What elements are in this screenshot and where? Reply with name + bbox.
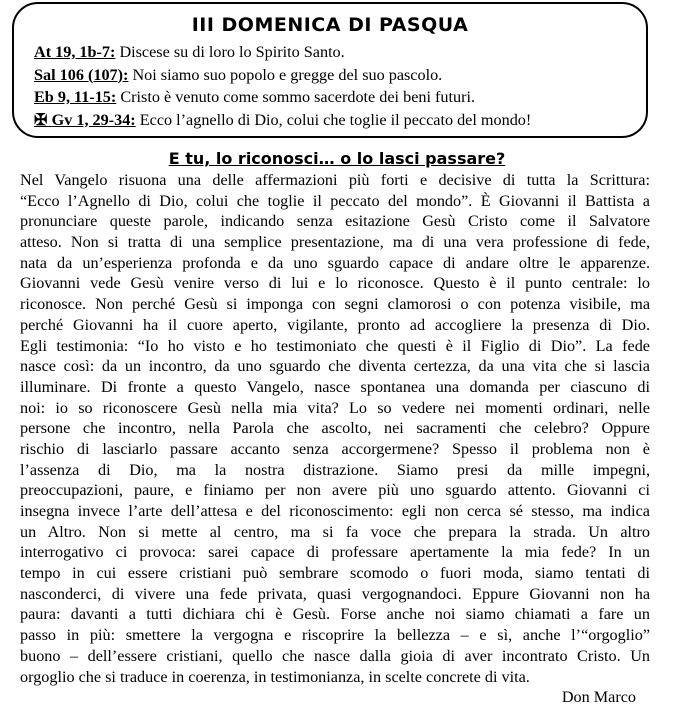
- article-line: nasce così: da un incontro, da uno sguardo che diventa certezza, da una vita che si lascia: [20, 357, 650, 376]
- article-line: tempo in cui essere cristiani può sembrare scomodo o fuori moda, siamo tentati di: [20, 564, 650, 583]
- reading-text: Discese su di loro lo Spirito Santo.: [115, 43, 345, 61]
- reading-reference: Sal 106 (107):: [34, 65, 129, 84]
- reading-reference: At 19, 1b-7:: [34, 43, 116, 61]
- cross-icon: ✠: [34, 110, 52, 129]
- article-line: persone che incontro, nella Parola che ascolto, nei sacramenti che celebro? Oppure: [20, 419, 650, 438]
- liturgy-title: III DOMENICA DI PASQUA: [191, 14, 469, 36]
- article-body: [20, 170, 650, 687]
- article-line: riconosce. Non perché Gesù si imponga con segni clamorosi o con potenza visibile, ma: [20, 295, 650, 314]
- article-line: “Ecco l’Agnello di Dio, colui che toglie il peccato del mondo”. È Giovanni il Battista a: [20, 191, 650, 210]
- article-line: buono – dell’essere cristiani, quello che nasce dalla gioia di aver incontrato Cristo. Un: [20, 646, 650, 665]
- reading-second: [34, 86, 531, 109]
- signature: Don Marco: [561, 688, 636, 706]
- article-line: orgoglio che si traduce in coerenza, in testimonianza, in scelte concrete di vita.: [20, 667, 530, 686]
- reading-text: Ecco l’agnello di Dio, colui che toglie il peccato del mondo!: [135, 110, 532, 129]
- article-line: interrogativo ci provoca: sarei capace di professare apertamente la mia fede? In un: [20, 543, 650, 562]
- reading-reference: Eb 9, 11-15:: [34, 88, 117, 106]
- article-line: Giovanni vede Gesù venire verso di lui e lo riconosce. Questo è il punto centrale: lo: [20, 274, 650, 293]
- article-line: l’assenza di Dio, ma la nostra distrazione. Siamo presi da mille impegni,: [20, 460, 650, 479]
- article-title: E tu, lo riconosci… o lo lasci passare?: [168, 149, 506, 168]
- article-line: insegna invece l’arte dell’attesa e del riconoscimento: egli non cerca sé stesso, ma indica: [20, 502, 650, 520]
- article-line: atteso. Non si tratta di una semplice presentazione, ma di una vera professione di fede,: [20, 233, 650, 252]
- article-line: Nel Vangelo risuona una delle affermazioni più forti e decisive di tutta la Scrittura:: [20, 171, 650, 189]
- article-line: paura: davanti a tutti dichiara chi è Gesù. Forse anche noi siamo chiamati a fare un: [20, 605, 650, 624]
- reading-text: Noi siamo suo popolo e gregge del suo pascolo.: [128, 65, 443, 84]
- reading-text: Cristo è venuto come sommo sacerdote dei beni futuri.: [116, 88, 476, 106]
- readings-box: [12, 2, 648, 138]
- article-line: noi: io so riconoscere Gesù nella mia vita? Lo so vedere nei momenti ordinari, nelle: [20, 398, 650, 417]
- article-line: illuminare. Di fronte a questo Vangelo, nasce spontanea una domanda per ciascuno di: [20, 377, 650, 396]
- article-line: nasconderci, di vivere una fede privata, quasi vergognandoci. Eppure Giovanni non ha: [20, 584, 650, 603]
- article-line: nata da un’esperienza profonda e da uno sguardo capace di andare oltre le apparenze.: [20, 253, 650, 272]
- reading-first: [34, 41, 531, 64]
- reading-gospel: [34, 109, 531, 132]
- readings-list: [34, 41, 531, 131]
- article-line: rischio di lasciarlo passare accanto senza accorgermene? Spesso il problema non è: [20, 439, 650, 458]
- reading-psalm: [34, 64, 531, 87]
- article-line: passo in più: smettere la vergogna e riscoprire la bellezza – e sì, anche l’“orgoglio”: [20, 626, 650, 645]
- reading-reference: Gv 1, 29-34:: [51, 110, 136, 129]
- article-line: un Altro. Non si mette al centro, ma si fa voce che prepara la strada. Un altro: [20, 522, 650, 541]
- article-line: preoccupazioni, paure, e finiamo per non avere più uno sguardo attento. Giovanni ci: [20, 481, 650, 500]
- article-line: pronunciare queste parole, indicando senza esitazione Gesù Cristo come il Salvatore: [20, 212, 650, 231]
- article-line: Egli testimonia: “Io ho visto e ho testimoniato che questi è il Figlio di Dio”. La fede: [20, 336, 650, 355]
- article-line: perché Giovanni ha il cuore aperto, vigilante, pronto ad accogliere la presenza di Dio.: [20, 315, 650, 334]
